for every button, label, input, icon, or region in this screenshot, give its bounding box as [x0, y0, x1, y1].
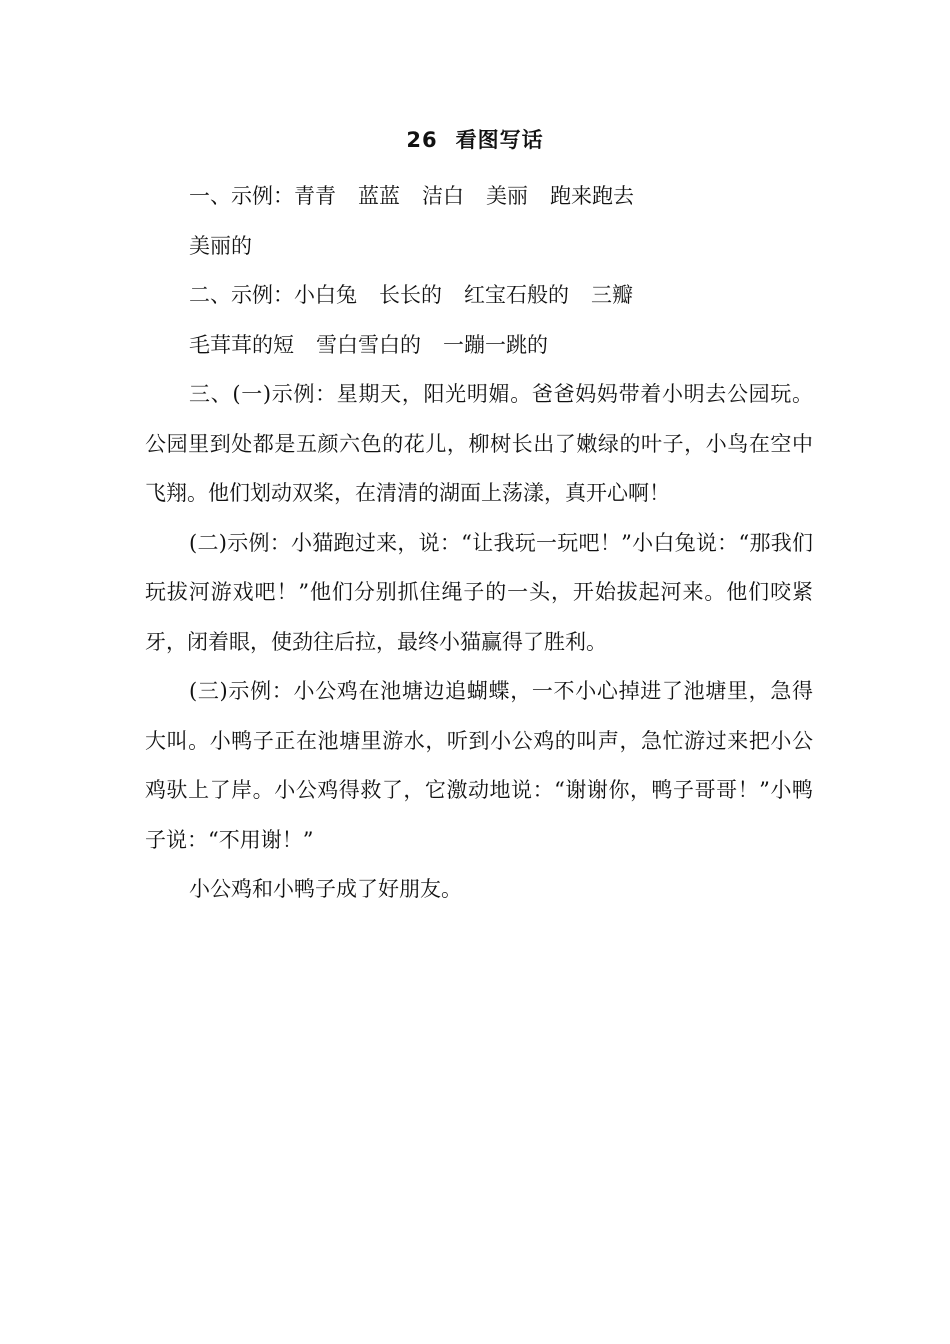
- section-3-part-4: 小公鸡和小鸭子成了好朋友。: [189, 877, 462, 901]
- page-title: [0, 124, 950, 156]
- lesson-number: 26: [406, 128, 438, 152]
- word-item: 长长的: [379, 283, 442, 307]
- word-item: 雪白雪白的: [316, 332, 421, 357]
- section-3-part-2: (二)示例：小猫跑过来，说：“让我玩一玩吧！”小白兔说：“那我们玩拔河游戏吧！”他们分别抓住绳子的一头，开始拔起河来。他们咬紧牙，闭着眼，使劲往后拉，最终小猫赢得了胜利。: [145, 530, 813, 654]
- word-item: 蓝蓝: [358, 184, 400, 208]
- section-3-part-3: (三)示例：小公鸡在池塘边追蝴蝶，一不小心掉进了池塘里，急得大叫。小鸭子正在池塘里游水，听到小公鸡的叫声，急忙游过来把小公鸡驮上了岸。小公鸡得救了，它激动地说：“谢谢你，鸭子哥哥！”小鸭子说：“不用谢！”: [145, 679, 813, 852]
- word-item: 红宝石般的: [464, 283, 569, 307]
- answer-content: [145, 172, 813, 915]
- word-item: 毛茸茸的短: [189, 332, 294, 357]
- section-1-words: [145, 172, 813, 222]
- word-item: 跑来跑去: [550, 184, 634, 208]
- section-2-words-line-2: [145, 321, 813, 371]
- word-item: 美丽: [486, 184, 528, 208]
- word-item: 洁白: [422, 184, 464, 208]
- section-1-label: 一、示例：: [189, 184, 294, 208]
- section-2-words-line-1: [145, 271, 813, 321]
- lesson-title: 看图写话: [455, 128, 544, 152]
- section-3-part-1-text: (一)示例：星期天，阳光明媚。爸爸妈妈带着小明去公园玩。公园里到处都是五颜六色的花儿，柳树长出了嫩绿的叶子，小鸟在空中飞翔。他们划动双桨，在清清的湖面上荡漾，真开心啊！: [145, 382, 813, 505]
- word-item: 青青: [294, 184, 336, 208]
- section-1-extra: 美丽的: [189, 233, 252, 258]
- section-3-part-1: [145, 370, 813, 519]
- section-3-prefix: 三、: [189, 382, 233, 406]
- word-item: 三瓣: [591, 283, 633, 307]
- word-item: 小白兔: [294, 283, 357, 307]
- section-2-label: 二、示例：: [189, 283, 294, 307]
- word-item: 一蹦一跳的: [443, 332, 548, 357]
